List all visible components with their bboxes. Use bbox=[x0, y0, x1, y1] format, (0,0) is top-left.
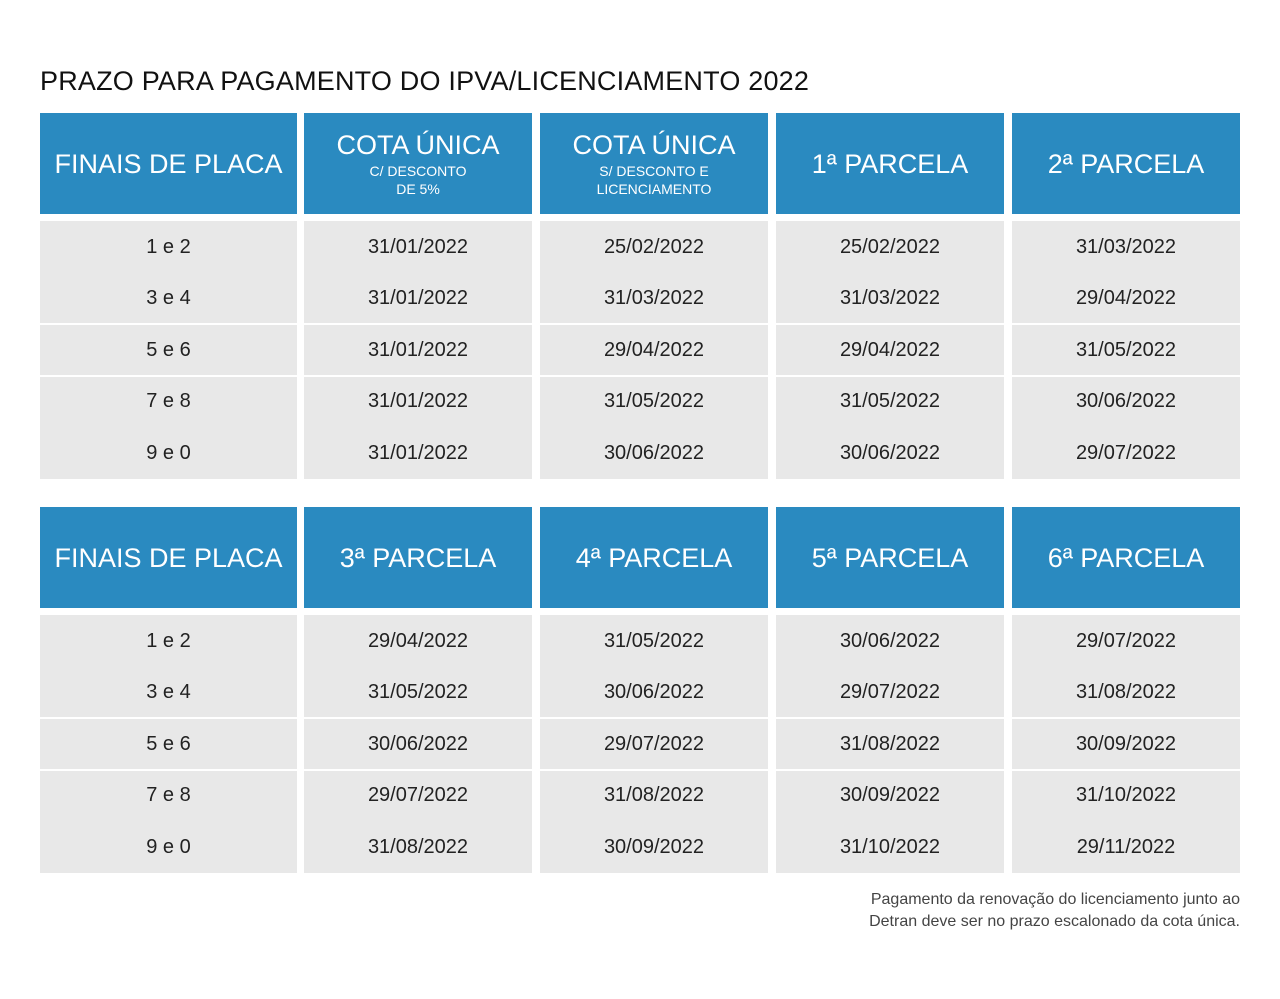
table-cell: 9 e 0 bbox=[146, 836, 191, 858]
table-1 bbox=[40, 113, 1240, 479]
table-cell: 31/08/2022 bbox=[839, 733, 941, 755]
table-cell: 30/09/2022 bbox=[839, 784, 941, 806]
table-cell: 29/04/2022 bbox=[1075, 287, 1177, 309]
header-cell bbox=[40, 113, 297, 214]
table-cell: 29/11/2022 bbox=[1076, 836, 1176, 858]
table-cell: 29/04/2022 bbox=[603, 339, 705, 361]
table-cell: 9 e 0 bbox=[146, 442, 191, 464]
header-cell bbox=[40, 507, 297, 608]
footnote-line: Detran deve ser no prazo escalonado da cota única. bbox=[869, 913, 1240, 930]
table-column bbox=[540, 221, 768, 479]
header-main: 4ª PARCELA bbox=[575, 542, 733, 573]
header-cell bbox=[304, 507, 532, 608]
table-cell: 3 e 4 bbox=[146, 681, 191, 703]
table-cell: 29/07/2022 bbox=[1075, 442, 1177, 464]
table-cell: 30/06/2022 bbox=[839, 630, 941, 652]
table-cell: 5 e 6 bbox=[146, 733, 191, 755]
table-column bbox=[1012, 615, 1240, 873]
table-cell: 3 e 4 bbox=[146, 287, 191, 309]
header-cell bbox=[1012, 507, 1240, 608]
header-cell bbox=[304, 113, 532, 214]
table-cell: 30/06/2022 bbox=[367, 733, 469, 755]
table-cell: 7 e 8 bbox=[146, 784, 191, 806]
table-cell: 31/08/2022 bbox=[603, 784, 705, 806]
header-main: 6ª PARCELA bbox=[1047, 542, 1205, 573]
header-main: COTA ÚNICA bbox=[572, 129, 736, 160]
table-cell: 29/04/2022 bbox=[839, 339, 941, 361]
table-column bbox=[304, 615, 532, 873]
table-2-header bbox=[40, 507, 1240, 608]
header-sub: S/ DESCONTO E LICENCIAMENTO bbox=[596, 162, 712, 197]
table-cell: 1 e 2 bbox=[146, 630, 191, 652]
table-1-body bbox=[40, 221, 1240, 479]
page-title: PRAZO PARA PAGAMENTO DO IPVA/LICENCIAMENTO 2022 bbox=[40, 66, 810, 96]
header-cell bbox=[540, 113, 768, 214]
table-column bbox=[304, 221, 532, 479]
table-cell: 30/09/2022 bbox=[603, 836, 705, 858]
header-main: 5ª PARCELA bbox=[811, 542, 969, 573]
header-cell bbox=[1012, 113, 1240, 214]
header-main: FINAIS DE PLACA bbox=[54, 542, 283, 573]
table-cell: 31/05/2022 bbox=[839, 390, 941, 412]
table-cell: 1 e 2 bbox=[146, 236, 191, 258]
table-cell: 29/07/2022 bbox=[1075, 630, 1177, 652]
table-cell: 5 e 6 bbox=[146, 339, 191, 361]
table-cell: 31/01/2022 bbox=[367, 442, 469, 464]
table-cell: 30/06/2022 bbox=[1075, 390, 1177, 412]
table-cell: 31/01/2022 bbox=[367, 390, 469, 412]
table-cell: 25/02/2022 bbox=[839, 236, 941, 258]
table-cell: 31/01/2022 bbox=[367, 287, 469, 309]
table-1-header bbox=[40, 113, 1240, 214]
table-cell: 30/06/2022 bbox=[839, 442, 941, 464]
footnote-line: Pagamento da renovação do licenciamento junto ao bbox=[870, 891, 1240, 908]
table-cell: 31/05/2022 bbox=[603, 390, 705, 412]
table-cell: 31/01/2022 bbox=[367, 339, 469, 361]
table-cell: 29/04/2022 bbox=[367, 630, 469, 652]
header-main: 3ª PARCELA bbox=[339, 542, 497, 573]
table-cell: 31/08/2022 bbox=[1075, 681, 1177, 703]
table-cell: 31/10/2022 bbox=[1075, 784, 1177, 806]
table-cell: 31/08/2022 bbox=[367, 836, 469, 858]
table-cell: 7 e 8 bbox=[146, 390, 191, 412]
table-cell: 30/06/2022 bbox=[603, 442, 705, 464]
table-cell: 30/09/2022 bbox=[1075, 733, 1177, 755]
header-sub: C/ DESCONTO DE 5% bbox=[369, 162, 467, 197]
table-2-body bbox=[40, 615, 1240, 873]
footnote bbox=[869, 889, 1240, 933]
header-main: FINAIS DE PLACA bbox=[54, 148, 283, 179]
table-cell: 25/02/2022 bbox=[603, 236, 705, 258]
table-cell: 29/07/2022 bbox=[839, 681, 941, 703]
table-column bbox=[776, 221, 1004, 479]
table-column bbox=[540, 615, 768, 873]
table-column bbox=[40, 221, 297, 479]
table-cell: 30/06/2022 bbox=[603, 681, 705, 703]
table-cell: 31/03/2022 bbox=[603, 287, 705, 309]
table-cell: 29/07/2022 bbox=[367, 784, 469, 806]
header-cell bbox=[776, 507, 1004, 608]
table-column bbox=[40, 615, 297, 873]
table-cell: 31/05/2022 bbox=[367, 681, 469, 703]
header-cell bbox=[540, 507, 768, 608]
header-main: 1ª PARCELA bbox=[811, 148, 969, 179]
table-column bbox=[1012, 221, 1240, 479]
table-column bbox=[776, 615, 1004, 873]
table-cell: 31/01/2022 bbox=[367, 236, 469, 258]
table-cell: 31/05/2022 bbox=[1075, 339, 1177, 361]
table-cell: 31/05/2022 bbox=[603, 630, 705, 652]
table-cell: 31/03/2022 bbox=[1075, 236, 1177, 258]
header-main: COTA ÚNICA bbox=[336, 129, 500, 160]
table-2 bbox=[40, 507, 1240, 873]
header-cell bbox=[776, 113, 1004, 214]
table-cell: 31/03/2022 bbox=[839, 287, 941, 309]
header-main: 2ª PARCELA bbox=[1047, 148, 1205, 179]
table-cell: 31/10/2022 bbox=[839, 836, 941, 858]
table-cell: 29/07/2022 bbox=[603, 733, 705, 755]
